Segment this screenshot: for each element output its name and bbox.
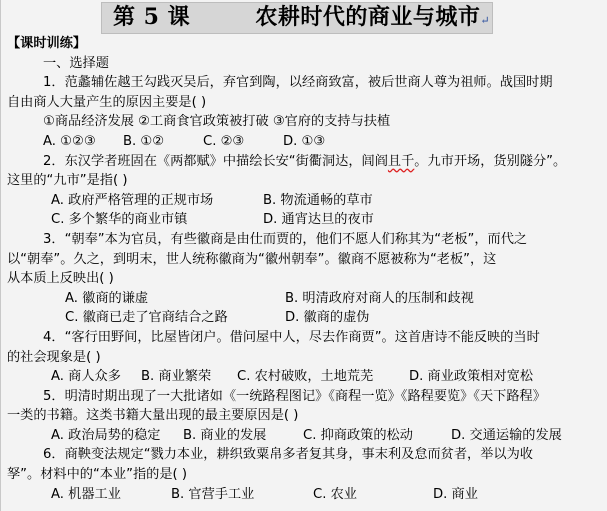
q3-option-a: A. 徽商的谦虚	[65, 290, 149, 306]
exercise-body	[7, 34, 607, 504]
q6-option-a: A. 机器工业	[51, 486, 121, 502]
q3-option-b: B. 明清政府对商人的压制和歧视	[285, 290, 474, 306]
q4-option-c: C. 农村破败，土地荒芜	[237, 369, 374, 385]
q5-stem-line2: 一类的书籍。这类书籍大量出现的最主要原因是( )	[7, 408, 299, 424]
q6-option-c: C. 农业	[313, 486, 357, 502]
q5-options	[7, 426, 607, 446]
q4-stem-line1: 4．“客行田野间，比屋皆闭户。借问屋中人，尽去作商贾”。这首唐诗不能反映的当时	[43, 329, 540, 345]
q3-option-c: C. 徽商已走了官商结合之路	[65, 310, 228, 326]
page-title: 第 5 课 农耕时代的商业与城市↵	[113, 4, 491, 30]
section-header: 【课时训练】	[7, 36, 87, 51]
q6-stem-line1: 6．商鞅变法规定“戮力本业，耕织致粟帛多者复其身，事末利及怠而贫者，举以为收	[43, 447, 533, 463]
q6-stem-line2: 孥”。材料中的“本业”指的是( )	[7, 467, 188, 483]
q1-option-d: D. ①③	[283, 133, 326, 149]
q3-stem-line1: 3．“朝奉”本为官员，有些徽商是由仕而贾的，他们不愿人们称其为“老板”，而代之	[43, 231, 528, 247]
q2-stem-line1	[7, 152, 607, 172]
q1-option-b: B. ①②	[123, 133, 165, 149]
q4-option-d: D. 商业政策相对宽松	[409, 369, 534, 385]
q2-option-c: C. 多个繁华的商业市镇	[51, 212, 188, 228]
q1-option-a: A. ①②③	[43, 133, 96, 149]
q1-stem-line1: 1．范蠡辅佐越王勾践灭吴后，弃官到陶，以经商致富，被后世商人尊为祖师。战国时期	[43, 75, 553, 91]
q2-stem-part: 2．东汉学者班固在《两都赋》中描绘长安“街衢洞达，闾阎	[43, 153, 388, 169]
q3-options-row1	[7, 289, 607, 309]
q3-stem-line3: 从本质上反映出( )	[7, 271, 114, 287]
q2-stem-line2: 这里的“九市”是指( )	[7, 173, 128, 189]
q1-options	[7, 132, 607, 152]
q2-stem-underlined: 且千	[387, 153, 415, 169]
q3-stem-line2: 以“朝奉”。久之，到明末，世人统称徽商为“徽州朝奉”。徽商不愿被称为“老板”，这	[7, 251, 497, 267]
q5-option-b: B. 商业的发展	[183, 427, 267, 443]
q6-options	[7, 485, 607, 505]
q4-option-a: A. 商人众多	[51, 369, 121, 385]
q1-items: ①商品经济发展 ②工商食官政策被打破 ③官府的支持与扶植	[43, 114, 391, 130]
q2-option-b: B. 物流通畅的草市	[263, 192, 373, 208]
q5-option-a: A. 政治局势的稳定	[51, 427, 161, 443]
q2-option-a: A. 政府严格管理的正规市场	[51, 192, 214, 208]
paragraph-mark-icon: ↵	[480, 14, 491, 27]
q2-option-d: D. 通宵达旦的夜市	[263, 212, 374, 228]
q5-stem-line1: 5．明清时期出现了一大批诸如《一统路程图记》《商程一览》《路程要览》《天下路程》	[43, 388, 546, 404]
q6-option-d: D. 商业	[433, 486, 478, 502]
q5-option-c: C. 抑商政策的松动	[303, 427, 413, 443]
q5-option-d: D. 交通运输的发展	[451, 427, 562, 443]
q4-stem-line2: 的社会现象是( )	[7, 349, 101, 365]
q3-options-row2	[7, 308, 607, 328]
q3-option-d: D. 徽商的虚伪	[285, 310, 370, 326]
q2-stem-part: 。九市开场，货别隧分”。	[414, 153, 567, 169]
q4-option-b: B. 商业繁荣	[141, 369, 212, 385]
q1-stem-line2: 自由商人大量产生的原因主要是( )	[7, 94, 207, 110]
q1-option-c: C. ②③	[203, 133, 245, 149]
q2-options-row1	[7, 191, 607, 211]
part-one-heading: 一、选择题	[43, 55, 109, 71]
q4-options	[7, 367, 607, 387]
q2-options-row2	[7, 210, 607, 230]
q6-option-b: B. 官营手工业	[171, 486, 255, 502]
